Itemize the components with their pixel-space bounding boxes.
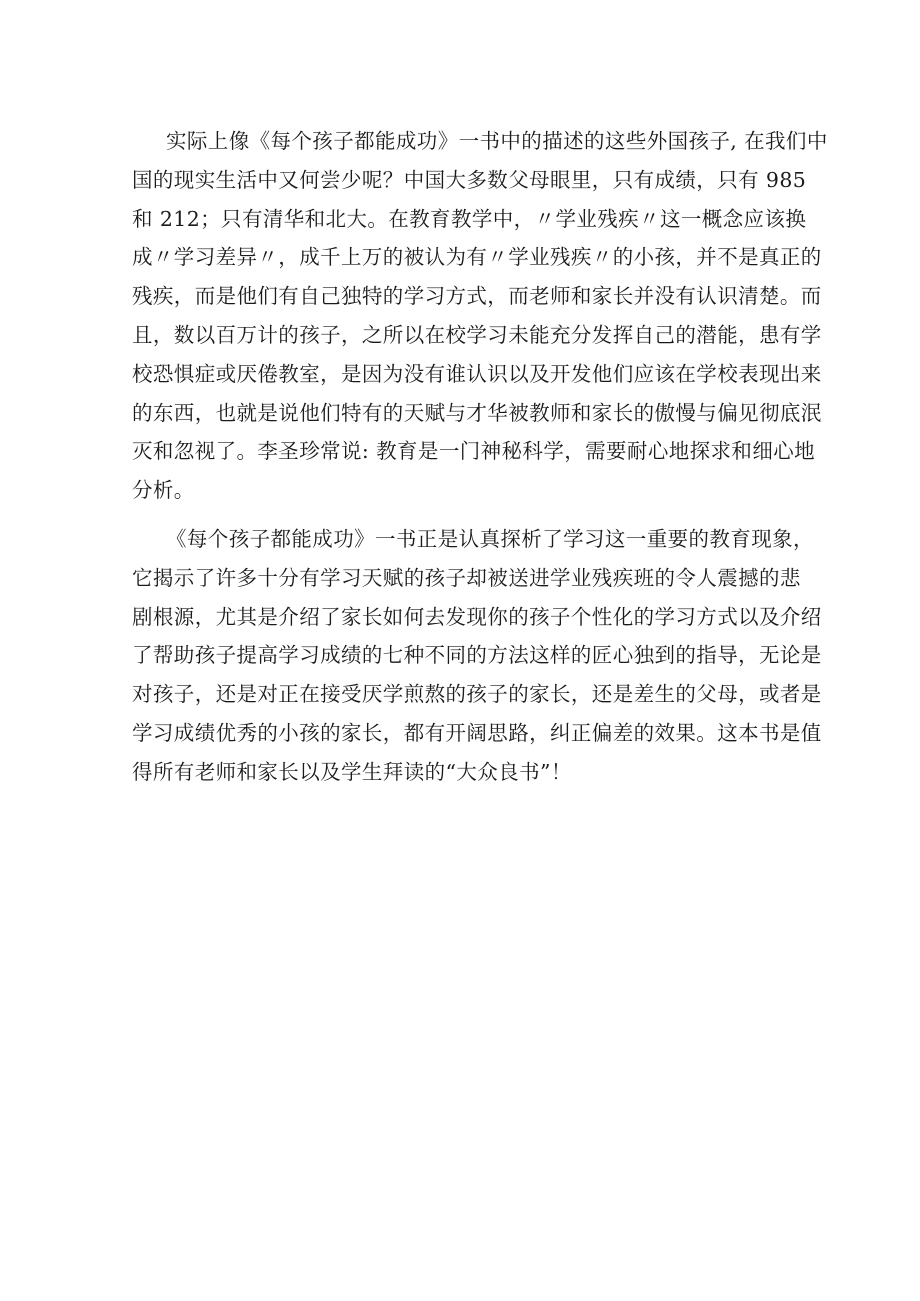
paragraph-line: 得所有老师和家长以及学生拜读的“大众良书”！	[132, 759, 572, 784]
paragraph-line: 且，数以百万计的孩子，之所以在校学习未能充分发挥自己的潜能，患有学	[132, 322, 822, 347]
paragraph-line: 校恐惧症或厌倦教室，是因为没有谁认识以及开发他们应该在学校表现出来	[132, 361, 822, 386]
paragraph-2	[132, 520, 822, 792]
paragraph-line: 它揭示了许多十分有学习天赋的孩子却被送进学业残疾班的令人震撼的悲	[132, 565, 801, 590]
paragraph-line: 残疾，而是他们有自己独特的学习方式，而老师和家长并没有认识清楚。而	[132, 284, 822, 309]
paragraph-line: 学习成绩优秀的小孩的家长，都有开阔思路，纠正偏差的效果。这本书是值	[132, 720, 822, 745]
paragraph-line: 的东西，也就是说他们特有的天赋与才华被教师和家长的傲慢与偏见彻底泯	[132, 400, 822, 425]
paragraph-line: 对孩子，还是对正在接受厌学煎熬的孩子的家长，还是差生的父母，或者是	[132, 682, 822, 707]
paragraph-line: 分析。	[132, 478, 195, 503]
paragraph-line: 成〃学习差异〃，成千上万的被认为有〃学业残疾〃的小孩，并不是真正的	[132, 245, 822, 270]
paragraph-line: 和 212；只有清华和北大。在教育教学中，〃学业残疾〃这一概念应该换	[132, 206, 807, 231]
paragraph-line: 实际上像《每个孩子都能成功》一书中的描述的这些外国孩子, 在我们中	[166, 129, 828, 153]
paragraph-line: 灭和忽视了。李圣珍常说: 教育是一门神秘科学，需要耐心地探求和细心地	[132, 439, 816, 464]
document-body	[132, 122, 828, 792]
paragraph-line: 《每个孩子都能成功》一书正是认真探析了学习这一重要的教育现象，	[166, 526, 814, 551]
paragraph-1	[132, 122, 828, 510]
paragraph-line: 剧根源，尤其是介绍了家长如何去发现你的孩子个性化的学习方式以及介绍	[132, 604, 822, 629]
paragraph-line: 国的现实生活中又何尝少呢？中国大多数父母眼里，只有成绩，只有 985	[132, 167, 807, 192]
paragraph-line: 了帮助孩子提高学习成绩的七种不同的方法这样的匠心独到的指导，无论是	[132, 643, 822, 668]
